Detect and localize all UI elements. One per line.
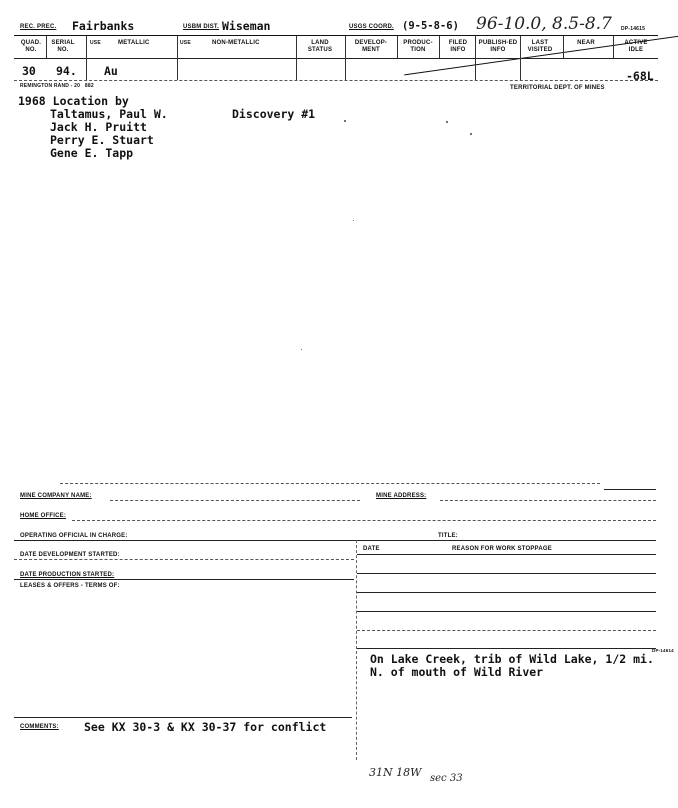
- row-serial: 94.: [56, 64, 77, 78]
- rec-prec-value: Fairbanks: [72, 19, 135, 33]
- date-development-rule: [14, 559, 354, 560]
- location-note-line-1: On Lake Creek, trib of Wild Lake, 1/2 mi.: [370, 652, 654, 666]
- col-sep: [613, 36, 614, 58]
- mine-company-label: MINE COMPANY NAME:: [20, 493, 92, 499]
- scan-speck: [470, 133, 472, 135]
- locator-name: Perry E. Stuart: [50, 133, 154, 147]
- col-sep: [475, 36, 476, 80]
- col-serial-no: SERIAL NO.: [51, 40, 75, 53]
- col-sep: [296, 36, 297, 80]
- mine-company-rule: [110, 500, 360, 501]
- location-year: 1968: [18, 94, 46, 108]
- col-nearest: NEAR: [577, 40, 595, 46]
- usgs-coord-label: USGS COORD.: [349, 24, 394, 30]
- reason-row-rule: [357, 573, 656, 574]
- col-land-status: LAND STATUS: [307, 40, 333, 53]
- handwritten-section: sec 33: [430, 773, 463, 784]
- col-production: PRODUC-TION: [403, 40, 433, 53]
- comments-label: COMMENTS:: [20, 724, 59, 730]
- header-rule: [14, 35, 658, 36]
- col-sep: [46, 36, 47, 58]
- reason-row-rule: [357, 630, 656, 631]
- col-sep: [177, 36, 178, 80]
- operating-official-rule: [14, 540, 656, 541]
- scan-speck: [301, 349, 302, 350]
- data-row-rule: [14, 80, 658, 81]
- comments-value: See KX 30-3 & KX 30-37 for conflict: [84, 720, 327, 734]
- mine-address-rule: [440, 500, 656, 501]
- col-filed-info: FILED INFO: [448, 40, 468, 53]
- location-note-line-2: N. of mouth of Wild River: [370, 665, 544, 679]
- col-published-info: PUBLISH-ED INFO: [478, 40, 518, 53]
- date-production-label: DATE PRODUCTION STARTED:: [20, 572, 115, 578]
- row-metallic: Au: [104, 64, 118, 78]
- usbm-dist-value: Wiseman: [222, 19, 271, 33]
- row-quad: 30: [22, 64, 36, 78]
- col-sep: [439, 36, 440, 58]
- column-header-rule: [14, 58, 658, 59]
- col-use: USE: [90, 40, 101, 46]
- col-development: DEVELOP-MENT: [354, 40, 388, 53]
- usgs-coord-struck: (9-5-8-6): [402, 20, 678, 32]
- home-office-rule: [72, 520, 656, 521]
- col-last-visited: LAST VISITED: [527, 40, 553, 53]
- reason-row-rule: [357, 611, 656, 612]
- lower-top-rule-right: [604, 489, 656, 490]
- discovery-label: Discovery #1: [232, 107, 316, 121]
- col-sep: [563, 36, 564, 58]
- location-title: Location by: [52, 94, 129, 108]
- leases-label: LEASES & OFFERS - TERMS OF:: [20, 583, 120, 589]
- header-section: [0, 0, 678, 34]
- scan-speck: [344, 120, 346, 122]
- col-metallic: METALLIC: [118, 40, 150, 46]
- rec-prec-label: REC. PREC.: [20, 24, 57, 30]
- date-col-label: DATE: [363, 546, 380, 552]
- printer-mark: REMINGTON RAND - 20 882: [20, 83, 94, 89]
- dept-label: TERRITORIAL DEPT. OF MINES: [510, 85, 605, 91]
- date-production-rule: [14, 579, 354, 580]
- scan-speck: [353, 220, 354, 221]
- date-development-label: DATE DEVELOPMENT STARTED:: [20, 552, 120, 558]
- locator-name: Taltamus, Paul W.: [50, 107, 168, 121]
- mine-address-label: MINE ADDRESS:: [376, 493, 427, 499]
- operating-official-label: OPERATING OFFICIAL IN CHARGE:: [20, 533, 128, 539]
- reason-header-rule: [357, 554, 656, 555]
- locator-name: Jack H. Pruitt: [50, 120, 147, 134]
- location-heading: [18, 94, 129, 108]
- col-quad-no: QUAD. NO.: [20, 40, 42, 53]
- col-non-metallic: NON-METALLIC: [212, 40, 260, 46]
- form-number: DP-14615: [621, 26, 646, 32]
- col-active-idle: ACTIVE IDLE: [624, 40, 648, 53]
- col-sep: [520, 36, 521, 80]
- col-sep: [397, 36, 398, 58]
- handwritten-township: 31N 18W: [369, 766, 422, 779]
- reason-row-rule: [357, 648, 656, 649]
- col-sep: [86, 36, 87, 80]
- lower-vertical-divider: [356, 540, 357, 760]
- locator-name: Gene E. Tapp: [50, 146, 134, 160]
- usbm-dist-label: USBM DIST.: [183, 24, 220, 30]
- home-office-label: HOME OFFICE:: [20, 513, 67, 519]
- reason-row-rule: [357, 592, 656, 593]
- col-sep: [345, 36, 346, 80]
- side-form-number: DP-14614: [652, 648, 674, 653]
- title-label: TITLE:: [438, 533, 458, 539]
- comments-top-rule: [14, 717, 352, 718]
- row-active-idle: -68L: [626, 69, 654, 83]
- usgs-coord-handwritten: 96-10.0, 8.5-8.7: [476, 14, 612, 34]
- scan-speck: [446, 121, 448, 123]
- col-use-2: USE: [180, 40, 191, 46]
- reason-col-label: REASON FOR WORK STOPPAGE: [452, 546, 552, 552]
- lower-top-rule: [60, 483, 600, 484]
